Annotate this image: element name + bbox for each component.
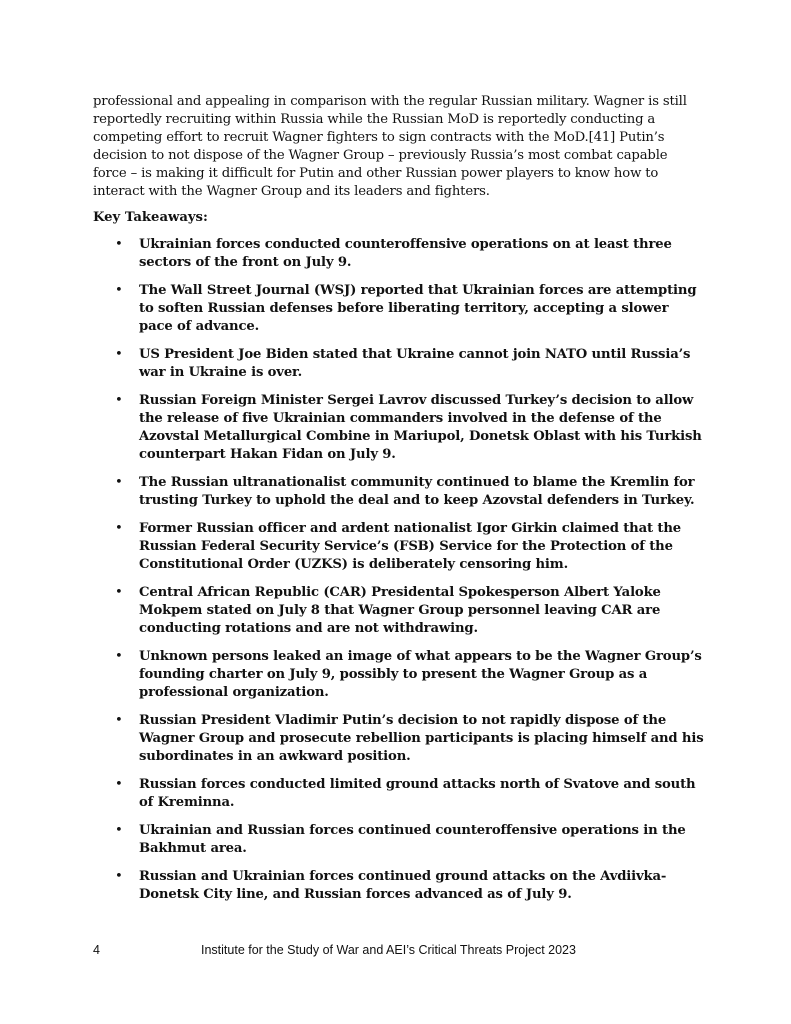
bullet-icon: • [115,393,123,408]
takeaway-text: Russian and Ukrainian forces continued ground attacks on the Avdiivka-Donetsk City line, and Russian forces advanced as of July 9. [139,869,667,902]
takeaway-text: Russian Foreign Minister Sergei Lavrov discussed Turkey’s decision to allow the release of five Ukrainian commanders involved in the defense of the Azovstal Metallurgical Combine in Mariupol, Donetsk Oblast with his Turkish counterpart Hakan Fidan on July 9. [139,393,702,462]
takeaway-text: The Russian ultranationalist community continued to blame the Kremlin for trusting Turkey to uphold the deal and to keep Azovstal defenders in Turkey. [139,475,695,508]
page-number: 4 [93,943,100,957]
takeaway-item [93,584,705,638]
takeaway-item [93,822,705,858]
key-takeaways-heading: Key Takeaways: [93,210,208,225]
page-footer [0,943,791,961]
takeaway-item [93,520,705,574]
bullet-icon: • [115,585,123,600]
takeaway-text: Russian forces conducted limited ground attacks north of Svatove and south of Kreminna. [139,777,696,810]
takeaway-item [93,776,705,812]
takeaway-text: Unknown persons leaked an image of what appears to be the Wagner Group’s founding charter on July 9, possibly to present the Wagner Group as a professional organization. [139,649,702,700]
takeaway-text: Former Russian officer and ardent nationalist Igor Girkin claimed that the Russian Federal Security Service’s (FSB) Service for the Protection of the Constitutional Order (UZKS) is deliberately censoring him. [139,521,682,572]
footer-text: Institute for the Study of War and AEI’s Critical Threats Project 2023 [201,943,576,957]
takeaway-text: Central African Republic (CAR) Presidental Spokesperson Albert Yaloke Mokpem stated on July 8 that Wagner Group personnel leaving CAR are conducting rotations and are not withdrawing. [139,585,661,636]
intro-paragraph: professional and appealing in comparison with the regular Russian military. Wagner is still reportedly recruiting within Russia while the Russian MoD is reportedly conducting a competing effort to recruit Wagner fighters to sign contracts with the MoD.[41] Putin’s decision to not dispose of the Wagner Group – previously Russia’s most combat capable force – is making it difficult for Putin and other Russian power players to know how to interact with the Wagner Group and its leaders and fighters. [93,94,687,199]
bullet-icon: • [115,347,123,362]
bullet-icon: • [115,475,123,490]
takeaway-item [93,346,705,382]
bullet-icon: • [115,869,123,884]
takeaway-item [93,474,705,510]
bullet-icon: • [115,713,123,728]
takeaway-text: US President Joe Biden stated that Ukraine cannot join NATO until Russia’s war in Ukraine is over. [139,347,691,380]
takeaway-text: Ukrainian forces conducted counteroffensive operations on at least three sectors of the front on July 9. [139,237,672,270]
takeaway-text: Russian President Vladimir Putin’s decision to not rapidly dispose of the Wagner Group and prosecute rebellion participants is placing himself and his subordinates in an awkward position. [139,713,704,764]
takeaway-text: Ukrainian and Russian forces continued counteroffensive operations in the Bakhmut area. [139,823,686,856]
bullet-icon: • [115,283,123,298]
bullet-icon: • [115,649,123,664]
bullet-icon: • [115,521,123,536]
bullet-icon: • [115,237,123,252]
takeaway-item [93,868,705,904]
key-takeaways-list [93,236,705,914]
takeaway-item [93,236,705,272]
takeaway-item [93,282,705,336]
takeaway-item [93,648,705,702]
bullet-icon: • [115,777,123,792]
bullet-icon: • [115,823,123,838]
takeaway-item [93,712,705,766]
takeaway-item [93,392,705,464]
takeaway-text: The Wall Street Journal (WSJ) reported that Ukrainian forces are attempting to soften Russian defenses before liberating territory, accepting a slower pace of advance. [139,283,697,334]
